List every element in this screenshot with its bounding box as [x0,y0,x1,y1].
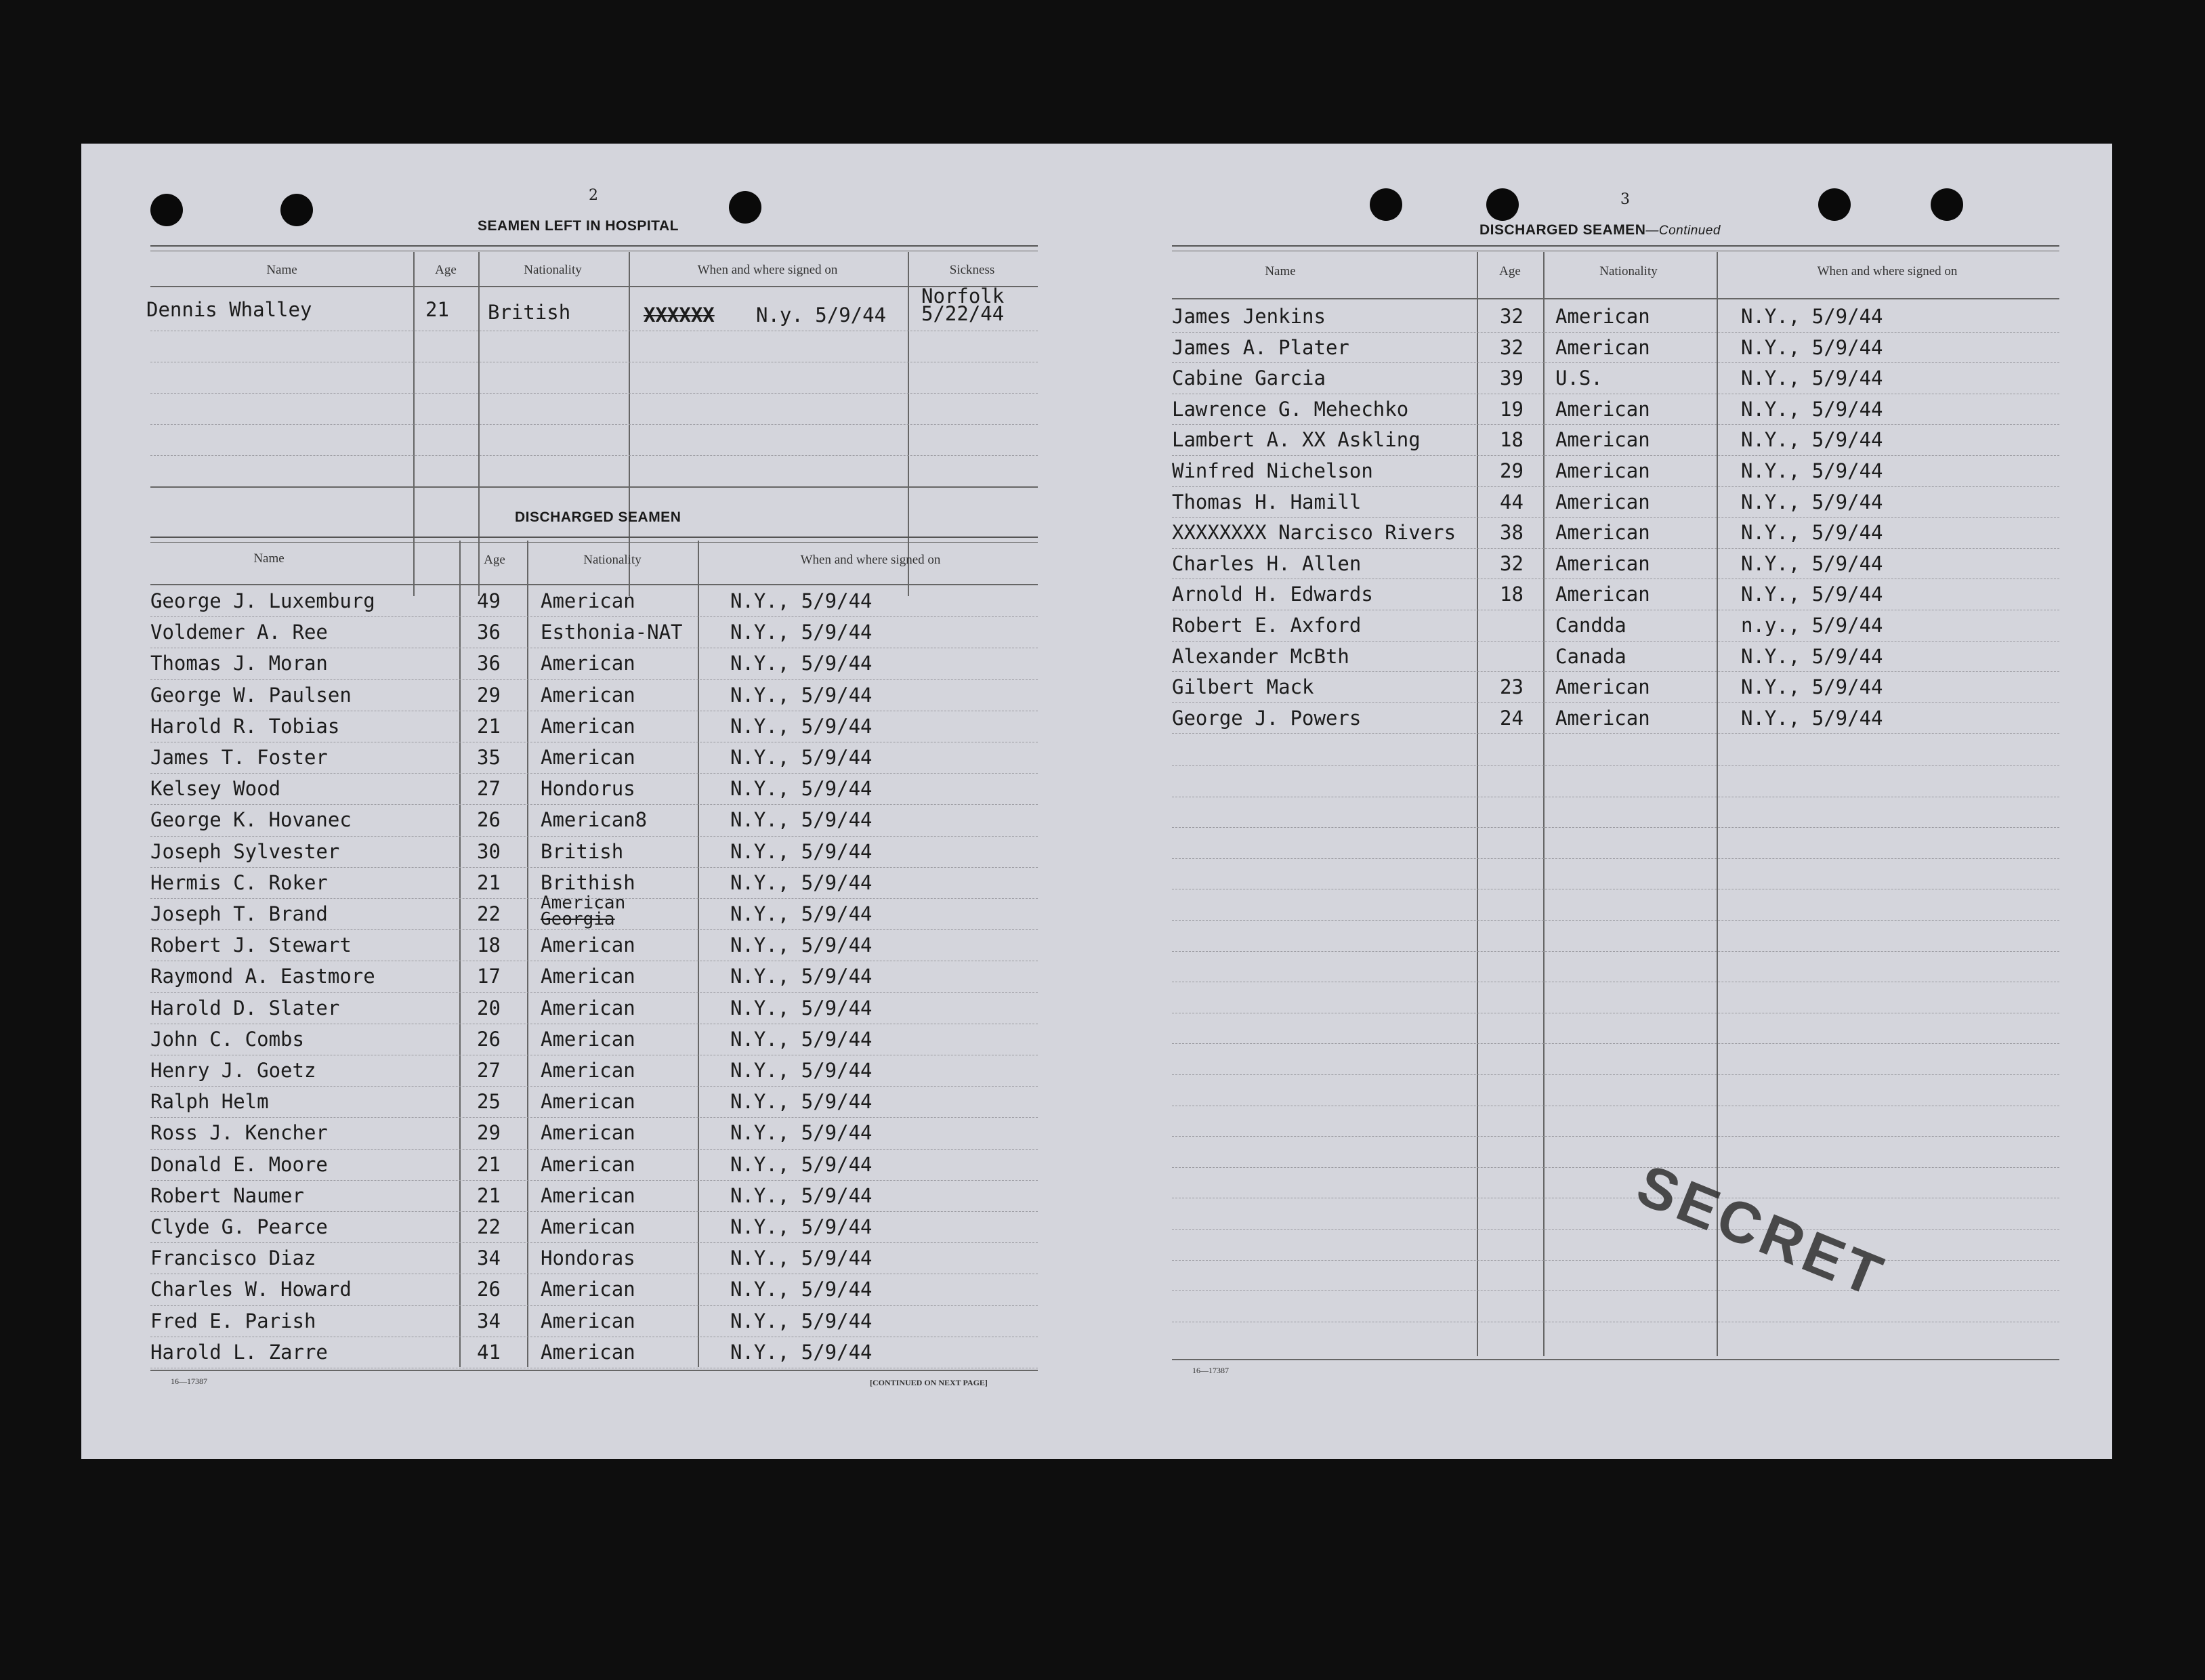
seaman-age: 27 [477,1059,501,1082]
seaman-signed: N.Y., 5/9/44 [730,1090,873,1114]
seaman-nationality: American [541,996,635,1020]
discharged-continued-table [1172,302,2059,1359]
blank-line [150,424,1038,425]
seaman-age: 32 [1500,551,1524,575]
seaman-signed: N.Y., 5/9/44 [1741,397,1883,421]
seaman-nationality: American [541,1309,635,1332]
seaman-name: George J. Luxemburg [150,589,375,612]
seaman-nationality: American [1555,397,1650,421]
seaman-signed: N.Y., 5/9/44 [1741,335,1883,359]
table-row [1172,488,2059,518]
title-suffix: —Continued [1645,224,1721,238]
rule [1172,245,2059,251]
table-row [150,587,1038,617]
seaman-nationality: American [541,1340,635,1364]
table-row [150,743,1038,774]
seaman-name: James Jenkins [1172,305,1326,328]
seaman-age: 21 [477,1183,501,1207]
table-row [150,1025,1038,1055]
seaman-signed: N.Y., 5/9/44 [1741,675,1883,699]
seaman-age: 32 [1500,335,1524,359]
seaman-signed: n.y., 5/9/44 [1741,614,1883,637]
seaman-nationality: American [541,652,635,675]
seaman-name: George W. Paulsen [150,683,352,707]
struck-text: Georgia [541,909,615,929]
left-page [81,144,1097,1459]
seaman-name: Joseph T. Brand [150,902,328,925]
seaman-age: 22 [477,1215,501,1238]
seaman-age: 29 [1500,459,1524,482]
seaman-nationality: American [1555,428,1650,452]
seaman-nationality: American [1555,583,1650,606]
seaman-name: Robert J. Stewart [150,933,352,957]
seaman-signed: N.Y., 5/9/44 [730,808,873,832]
blank-line [150,393,1038,394]
seaman-name: Alexander McBth [1172,644,1349,668]
seaman-age: 27 [477,777,501,801]
table-row [150,994,1038,1024]
seaman-age: 21 [477,714,501,738]
seaman-age: 20 [477,996,501,1020]
seaman-nationality: Brithish [541,870,635,894]
seaman-name: Gilbert Mack [1172,675,1314,699]
seaman-age: 35 [477,746,501,769]
table-row [1172,333,2059,364]
seaman-name: Ralph Helm [150,1090,269,1114]
table-row [1172,518,2059,549]
col-header-nationality: Nationality [524,263,582,277]
seaman-age: 36 [477,621,501,644]
col-header-signed: When and where signed on [1817,264,1958,278]
table-row [150,1181,1038,1212]
seaman-nationality: American [541,933,635,957]
seaman-nationality: British [541,839,624,863]
table-row [150,1150,1038,1181]
patient-sickness-date: 5/22/44 [921,302,1005,325]
seaman-name: Henry J. Goetz [150,1059,316,1082]
seaman-name: Raymond A. Eastmore [150,965,375,988]
seaman-name: Lambert A. XX Askling [1172,428,1421,452]
seaman-signed: N.Y., 5/9/44 [730,652,873,675]
seaman-nationality: American [541,714,635,738]
seaman-signed: N.Y., 5/9/44 [730,777,873,801]
col-header-name: Name [1265,264,1296,278]
seaman-name: Winfred Nichelson [1172,459,1373,482]
seaman-signed: N.Y., 5/9/44 [730,996,873,1020]
seaman-name: XXXXXXXX Narcisco Rivers [1172,521,1456,545]
seaman-age: 17 [477,965,501,988]
seaman-name: Harold L. Zarre [150,1340,328,1364]
table-row [150,893,1038,930]
table-row [1172,395,2059,425]
seaman-age: 21 [477,870,501,894]
blank-line [150,455,1038,456]
discharged-section-title: DISCHARGED SEAMEN [515,509,681,525]
seaman-nationality: Esthonia-NAT [541,621,683,644]
seaman-name: Harold R. Tobias [150,714,340,738]
seaman-name: Robert E. Axford [1172,614,1362,637]
seaman-nationality: American [541,1090,635,1114]
seaman-signed: N.Y., 5/9/44 [730,1152,873,1176]
seaman-age: 22 [477,902,501,925]
page-number: 2 [589,187,598,204]
form-number: 16—17387 [1192,1366,1229,1375]
seaman-nationality: American [541,1152,635,1176]
seaman-signed: N.Y., 5/9/44 [1741,459,1883,482]
table-row [150,1307,1038,1337]
patient-signed: N.y. 5/9/44 [756,303,887,327]
seaman-signed: N.Y., 5/9/44 [730,1340,873,1364]
seaman-signed: N.Y., 5/9/44 [730,933,873,957]
table-row [150,681,1038,711]
col-header-age: Age [484,553,505,567]
seaman-name: Joseph Sylvester [150,839,340,863]
seaman-name: Harold D. Slater [150,996,340,1020]
col-header-signed: When and where signed on [697,263,838,277]
table-row [1172,425,2059,456]
table-row [150,1338,1038,1368]
seaman-name: Donald E. Moore [150,1152,328,1176]
col-header-age: Age [435,263,457,277]
seaman-age: 26 [477,1278,501,1301]
table-row [150,649,1038,679]
seaman-signed: N.Y., 5/9/44 [1741,551,1883,575]
seaman-age: 18 [1500,428,1524,452]
seaman-nationality: American [541,1121,635,1145]
rule [1172,1359,2059,1360]
col-header-signed: When and where signed on [800,553,941,567]
seaman-nationality: American [541,1215,635,1238]
seaman-age: 23 [1500,675,1524,699]
seaman-age: 39 [1500,366,1524,390]
seaman-age: 24 [1500,706,1524,730]
form-number: 16—17387 [171,1377,207,1386]
seaman-age: 25 [477,1090,501,1114]
rule [150,1370,1038,1371]
seaman-name: Hermis C. Roker [150,870,328,894]
seaman-age: 44 [1500,490,1524,513]
seaman-nationality: American [541,1059,635,1082]
table-row [150,618,1038,648]
seaman-age: 36 [477,652,501,675]
col-header-name: Name [253,551,285,566]
blank-line [1172,1260,2059,1261]
page-number: 3 [1620,191,1630,208]
document-sheet [81,144,2112,1459]
table-row [150,1213,1038,1243]
blank-line [1172,1043,2059,1044]
patient-name: Dennis Whalley [146,298,312,321]
seaman-signed: N.Y., 5/9/44 [730,902,873,925]
seaman-name: Clyde G. Pearce [150,1215,328,1238]
seaman-nationality: Candda [1555,614,1626,637]
rule [150,245,1038,251]
table-row [1172,673,2059,703]
seaman-signed: N.Y., 5/9/44 [730,1183,873,1207]
seaman-signed: N.Y., 5/9/44 [1741,490,1883,513]
seaman-nationality: American [1555,305,1650,328]
seaman-age: 34 [477,1309,501,1332]
blank-line [1172,1074,2059,1075]
table-row [150,1275,1038,1305]
table-row [150,805,1038,836]
seaman-signed: N.Y., 5/9/44 [730,1059,873,1082]
seaman-nationality: American [541,1278,635,1301]
seaman-name: Cabine Garcia [1172,366,1326,390]
seaman-age: 30 [477,839,501,863]
seaman-nationality: Canada [1555,644,1626,668]
seaman-name: Lawrence G. Mehechko [1172,397,1409,421]
seaman-age: 32 [1500,305,1524,328]
seaman-name: Fred E. Parish [150,1309,316,1332]
table-row [1172,642,2059,673]
table-row [1172,704,2059,734]
seaman-signed: N.Y., 5/9/44 [730,683,873,707]
seaman-nationality: American [1555,521,1650,545]
rule [150,486,1038,488]
seaman-age: 21 [477,1152,501,1176]
seaman-name: John C. Combs [150,1027,304,1051]
seaman-signed: N.Y., 5/9/44 [730,746,873,769]
blank-line [1172,1290,2059,1291]
seaman-age: 26 [477,808,501,832]
rule [150,286,1038,287]
col-header-nationality: Nationality [1599,264,1658,278]
seaman-nationality: American [1555,551,1650,575]
seaman-age: 34 [477,1246,501,1270]
seaman-signed: N.Y., 5/9/44 [1741,644,1883,668]
blank-line [1172,858,2059,859]
seaman-nationality: American [541,746,635,769]
seaman-name: Thomas J. Moran [150,652,328,675]
seaman-nationality: American [1555,335,1650,359]
seaman-name: George K. Hovanec [150,808,352,832]
table-row [1172,580,2059,610]
blank-line [1172,951,2059,952]
table-row [150,1118,1038,1149]
seaman-nationality: American [541,965,635,988]
seaman-name: James T. Foster [150,746,328,769]
table-row [1172,457,2059,487]
seaman-age: 18 [1500,583,1524,606]
rule [150,584,1038,585]
struck-text: XXXXXX [644,303,715,327]
table-row [1172,302,2059,333]
seaman-signed: N.Y., 5/9/44 [730,1027,873,1051]
seaman-age: 38 [1500,521,1524,545]
seaman-age: 26 [477,1027,501,1051]
continued-note: [CONTINUED ON NEXT PAGE] [870,1378,988,1387]
right-page [1097,144,2112,1459]
discharged-table [150,587,1038,1372]
seaman-name: Kelsey Wood [150,777,281,801]
seaman-nationality: American [1555,490,1650,513]
secret-stamp: SECRET [1628,1152,1895,1311]
col-header-name: Name [266,263,297,277]
seaman-nationality: American [541,683,635,707]
seaman-signed: N.Y., 5/9/44 [1741,305,1883,328]
col-header-age: Age [1499,264,1521,278]
blank-line [1172,920,2059,921]
seaman-nationality: American [541,893,626,913]
patient-age: 21 [425,298,449,321]
table-row [150,837,1038,868]
seaman-nationality: Hondoras [541,1246,635,1270]
seaman-age: 49 [477,589,501,612]
discharged-continued-title [1479,222,1721,238]
seaman-nationality: American [1555,675,1650,699]
seaman-nationality: American [541,1027,635,1051]
col-header-sickness: Sickness [949,263,995,277]
blank-line [1172,1136,2059,1137]
seaman-nationality: American8 [541,808,648,832]
table-row [1172,364,2059,394]
rule [1172,298,2059,299]
seaman-name: Charles H. Allen [1172,551,1362,575]
table-row [150,1087,1038,1118]
seaman-signed: N.Y., 5/9/44 [1741,366,1883,390]
seaman-signed: N.Y., 5/9/44 [730,1215,873,1238]
table-row [150,1056,1038,1087]
seaman-signed: N.Y., 5/9/44 [730,1121,873,1145]
seaman-name: James A. Plater [1172,335,1349,359]
seaman-age: 19 [1500,397,1524,421]
seaman-nationality: American [1555,459,1650,482]
seaman-name: Arnold H. Edwards [1172,583,1373,606]
seaman-nationality: U.S. [1555,366,1603,390]
seaman-name: Charles W. Howard [150,1278,352,1301]
seaman-age: 18 [477,933,501,957]
title-text: DISCHARGED SEAMEN [1479,222,1646,238]
seaman-name: George J. Powers [1172,706,1362,730]
seaman-age: 41 [477,1340,501,1364]
col-header-nationality: Nationality [583,553,642,567]
table-row [150,774,1038,805]
patient-nationality: British [488,301,571,324]
hospital-section-title: SEAMEN LEFT IN HOSPITAL [478,218,679,234]
seaman-signed: N.Y., 5/9/44 [1741,706,1883,730]
seaman-name: Francisco Diaz [150,1246,316,1270]
blank-line [1172,1167,2059,1168]
seaman-signed: N.Y., 5/9/44 [1741,583,1883,606]
seaman-signed: N.Y., 5/9/44 [730,621,873,644]
seaman-age: 29 [477,683,501,707]
seaman-signed: N.Y., 5/9/44 [730,870,873,894]
blank-line [1172,827,2059,828]
seaman-signed: N.Y., 5/9/44 [730,714,873,738]
table-row [150,962,1038,992]
seaman-nationality: Hondorus [541,777,635,801]
seaman-name: Robert Naumer [150,1183,304,1207]
table-row [150,1244,1038,1274]
seaman-nationality: American [1555,706,1650,730]
table-row [150,931,1038,961]
blank-line [1172,765,2059,766]
seaman-signed: N.Y., 5/9/44 [730,1309,873,1332]
table-row [150,712,1038,742]
seaman-signed: N.Y., 5/9/44 [730,965,873,988]
seaman-name: Thomas H. Hamill [1172,490,1362,513]
seaman-nationality: American [541,1183,635,1207]
table-row [1172,611,2059,642]
patient-sickness-place: Norfolk [921,285,1005,308]
blank-line [1172,1229,2059,1230]
rule [150,537,1038,543]
seaman-signed: N.Y., 5/9/44 [730,839,873,863]
seaman-name: Voldemer A. Ree [150,621,328,644]
seaman-signed: N.Y., 5/9/44 [730,1278,873,1301]
seaman-name: Ross J. Kencher [150,1121,328,1145]
seaman-signed: N.Y., 5/9/44 [1741,521,1883,545]
seaman-signed: N.Y., 5/9/44 [730,1246,873,1270]
seaman-age: 29 [477,1121,501,1145]
table-row [1172,549,2059,580]
seaman-nationality: American [541,589,635,612]
seaman-signed: N.Y., 5/9/44 [730,589,873,612]
seaman-signed: N.Y., 5/9/44 [1741,428,1883,452]
